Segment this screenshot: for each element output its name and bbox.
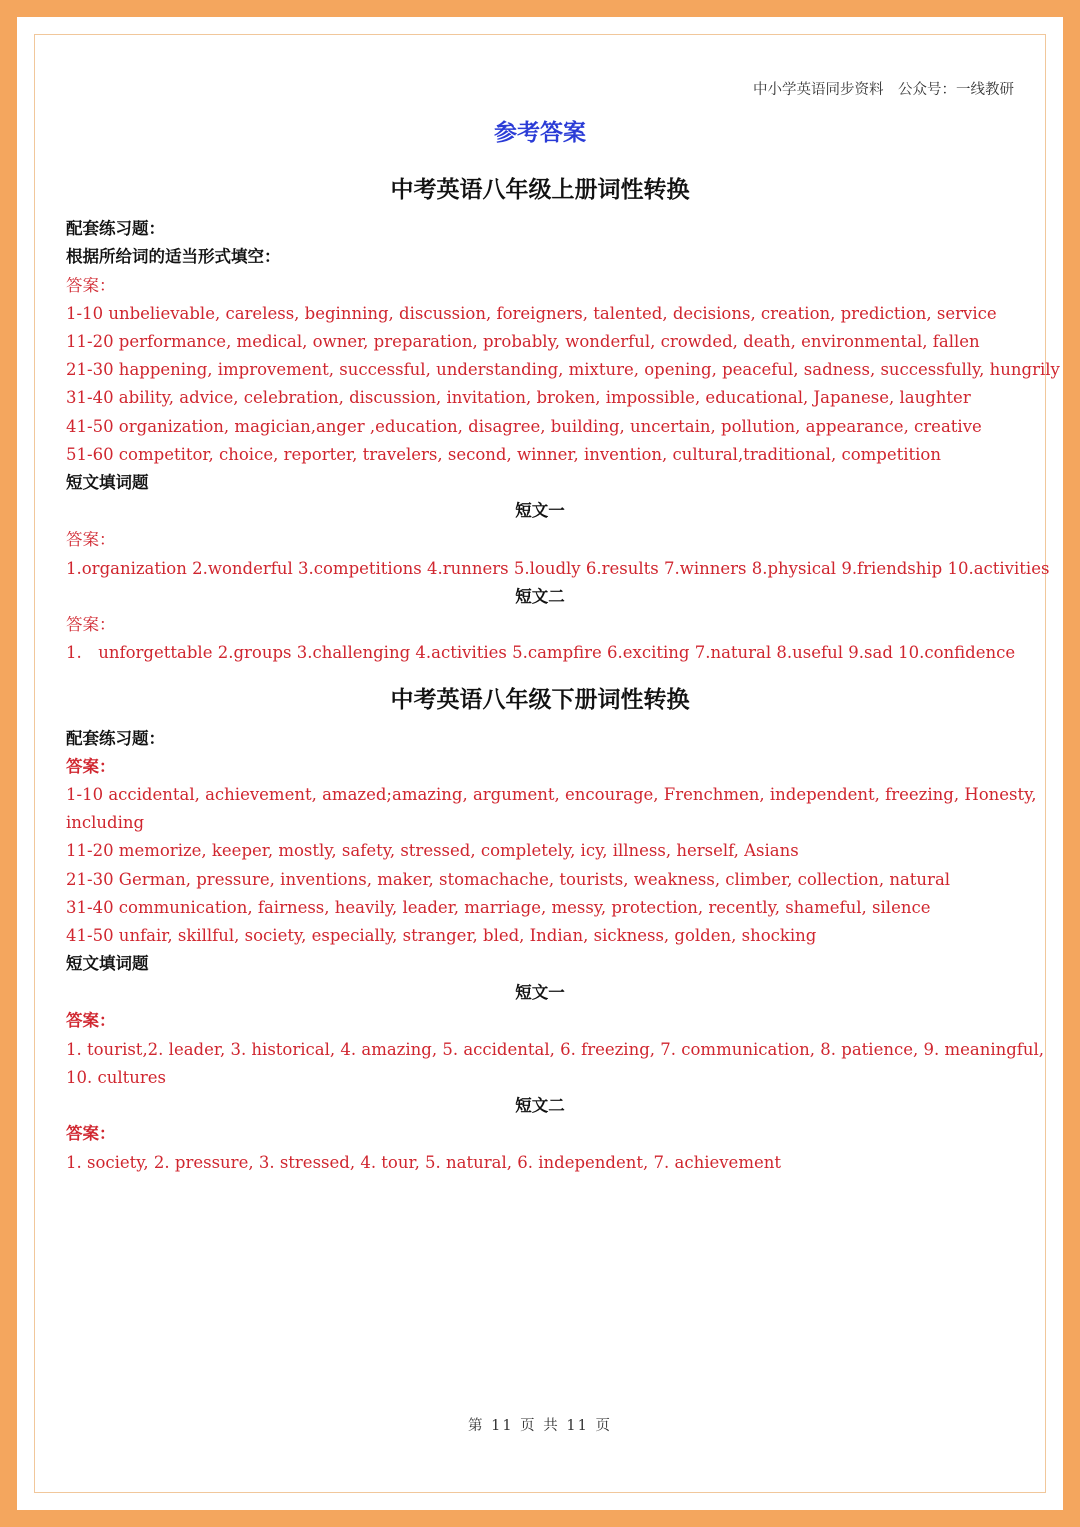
part1-instruction: 根据所给词的适当形式填空： bbox=[66, 247, 281, 266]
part2-passage2-answer-label: 答案： bbox=[66, 1124, 116, 1143]
part1-answer-line: 21-30 happening, improvement, successful, understanding, mixture, opening, peaceful, sadness, successfully, hungrily bbox=[66, 360, 1060, 379]
page-footer: 第 11 页 共 11 页 bbox=[468, 1418, 612, 1434]
part2-passage1-answer-label: 答案： bbox=[66, 1011, 116, 1030]
part2-cloze-label: 短文填词题 bbox=[66, 954, 149, 973]
part2-passage2-title: 短文二 bbox=[515, 1096, 565, 1115]
part2-passage1-title: 短文一 bbox=[515, 983, 565, 1002]
part2-answer-line: including bbox=[66, 813, 145, 832]
part1-answer-line: 1-10 unbelievable, careless, beginning, discussion, foreigners, talented, decisions, creation, prediction, service bbox=[66, 304, 997, 323]
part1-exercise-label: 配套练习题： bbox=[66, 219, 165, 238]
part1-answer-line: 41-50 organization, magician,anger ,education, disagree, building, uncertain, pollution, appearance, creative bbox=[66, 417, 982, 436]
part2-answer-line: 1-10 accidental, achievement, amazed;amazing, argument, encourage, Frenchmen, independent, freezing, Honesty, bbox=[66, 785, 1037, 804]
part2-answer-line: 21-30 German, pressure, inventions, maker, stomachache, tourists, weakness, climber, collection, natural bbox=[66, 870, 951, 889]
part1-passage1-answers: 1.organization 2.wonderful 3.competitions 4.runners 5.loudly 6.results 7.winners 8.physical 9.friendship 10.activities bbox=[66, 559, 1050, 578]
part1-cloze-label: 短文填词题 bbox=[66, 473, 149, 492]
part1-passage1-title: 短文一 bbox=[515, 501, 565, 520]
part1-passage2-title: 短文二 bbox=[515, 587, 565, 606]
part2-answer-line: 11-20 memorize, keeper, mostly, safety, stressed, completely, icy, illness, herself, Asians bbox=[66, 841, 799, 860]
part1-answer-label: 答案： bbox=[66, 276, 116, 295]
part1-answer-line: 31-40 ability, advice, celebration, discussion, invitation, broken, impossible, educational, Japanese, laughter bbox=[66, 388, 971, 407]
part2-passage2-answers: 1. society, 2. pressure, 3. stressed, 4. tour, 5. natural, 6. independent, 7. achievement bbox=[66, 1153, 781, 1172]
part2-passage1-answers: 1. tourist,2. leader, 3. historical, 4. amazing, 5. accidental, 6. freezing, 7. communication, 8. patience, 9. meaningful, bbox=[66, 1040, 1045, 1059]
part2-passage1-answers-cont: 10. cultures bbox=[66, 1068, 167, 1087]
header-note: 中小学英语同步资料 公众号：一线教研 bbox=[753, 82, 1014, 98]
part2-answer-line: 31-40 communication, fairness, heavily, leader, marriage, messy, protection, recently, shameful, silence bbox=[66, 898, 931, 917]
part1-passage2-answers: 1. unforgettable 2.groups 3.challenging 4.activities 5.campfire 6.exciting 7.natural 8.useful 9.sad 10.confidence bbox=[66, 643, 1016, 662]
part2-answer-label: 答案： bbox=[66, 757, 116, 776]
part2-answer-line: 41-50 unfair, skillful, society, especially, stranger, bled, Indian, sickness, golden, shocking bbox=[66, 926, 817, 945]
part2-title: 中考英语八年级下册词性转换 bbox=[390, 686, 690, 713]
part1-passage1-answer-label: 答案： bbox=[66, 530, 116, 549]
part1-answer-line: 11-20 performance, medical, owner, preparation, probably, wonderful, crowded, death, environmental, fallen bbox=[66, 332, 980, 351]
part1-title: 中考英语八年级上册词性转换 bbox=[390, 176, 690, 203]
part1-answer-line: 51-60 competitor, choice, reporter, travelers, second, winner, invention, cultural,traditional, competition bbox=[66, 445, 941, 464]
reference-answers-title: 参考答案 bbox=[494, 119, 586, 146]
part2-exercise-label: 配套练习题： bbox=[66, 729, 165, 748]
part1-passage2-answer-label: 答案： bbox=[66, 615, 116, 634]
